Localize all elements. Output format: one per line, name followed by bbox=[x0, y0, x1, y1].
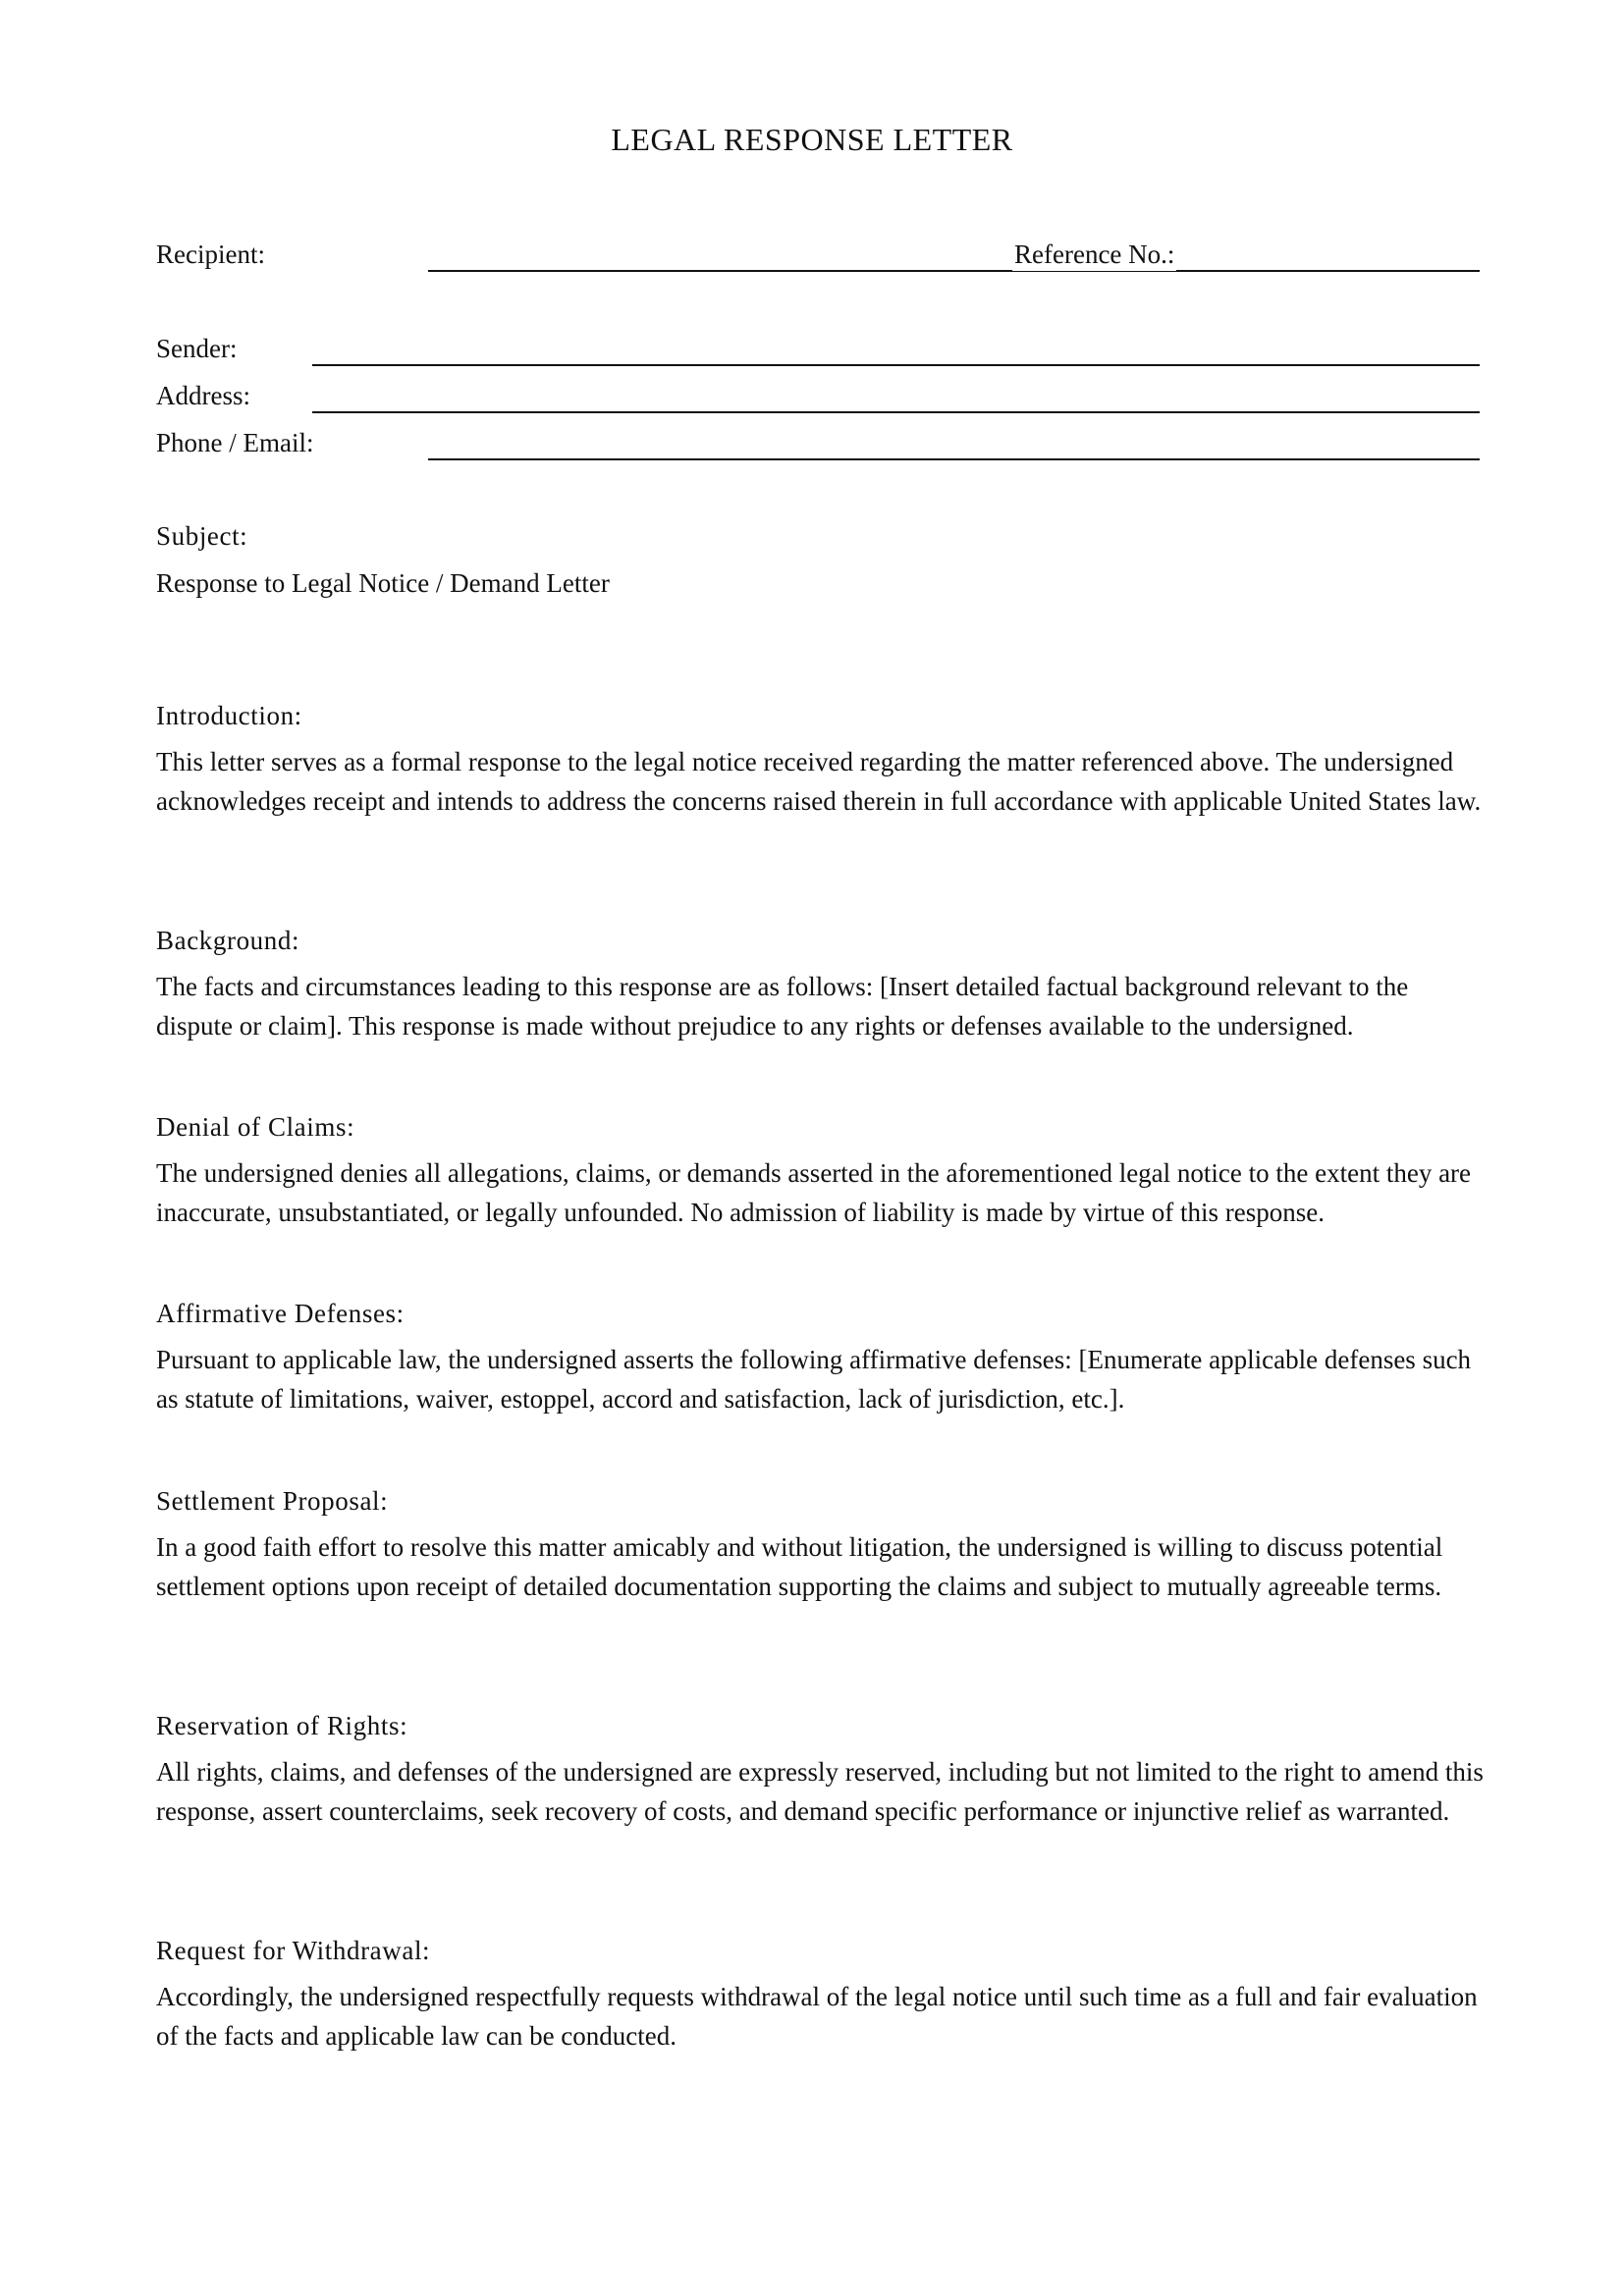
section-heading-introduction: Introduction: bbox=[156, 701, 302, 730]
section-heading-request-for-withdrawal: Request for Withdrawal: bbox=[156, 1936, 431, 1965]
section-body-request-for-withdrawal: Accordingly, the undersigned respectfully requests withdrawal of the legal notice until such time as a full and fair evaluation of the facts and applicable law can be conducted. bbox=[156, 1982, 1478, 2051]
section-body-affirmative-defenses: Pursuant to applicable law, the undersigned asserts the following affirmative defenses: [Enumerate applicable defenses such as statute of limitations, waiver, estoppel, accord and satisfaction, lack of jurisdiction, etc.]. bbox=[156, 1345, 1472, 1414]
section-heading-background: Background: bbox=[156, 926, 300, 955]
subject-heading: Subject: bbox=[156, 521, 248, 551]
recipient-reference-blank-line[interactable] bbox=[428, 270, 1480, 272]
section-heading-affirmative-defenses: Affirmative Defenses: bbox=[156, 1299, 405, 1328]
section-body-introduction: This letter serves as a formal response to the legal notice received regarding the matter referenced above. The undersigned acknowledges receipt and intends to address the concerns raised therein in full accordance with applicable United States law. bbox=[156, 747, 1482, 816]
section-body-reservation-of-rights: All rights, claims, and defenses of the undersigned are expressly reserved, including but not limited to the right to amend this response, assert counterclaims, seek recovery of costs, and demand specific performance or injunctive relief as warranted. bbox=[156, 1757, 1484, 1826]
sender-label: Sender: bbox=[156, 334, 238, 363]
document-title: LEGAL RESPONSE LETTER bbox=[611, 122, 1013, 157]
sender-blank-line[interactable] bbox=[312, 364, 1480, 366]
address-label: Address: bbox=[156, 381, 250, 410]
section-body-background: The facts and circumstances leading to this response are as follows: [Insert detailed factual background relevant to the dispute or claim]. This response is made without prejudice to any rights or defenses available to the undersigned. bbox=[156, 972, 1409, 1041]
contact-label: Phone / Email: bbox=[156, 428, 314, 457]
recipient-label: Recipient: bbox=[156, 240, 265, 269]
section-heading-denial-of-claims: Denial of Claims: bbox=[156, 1112, 355, 1142]
section-heading-settlement-proposal: Settlement Proposal: bbox=[156, 1486, 389, 1516]
section-body-denial-of-claims: The undersigned denies all allegations, claims, or demands asserted in the aforementioned legal notice to the extent they are inaccurate, unsubstantiated, or legally unfounded. No admission of liability is made by virtue of this response. bbox=[156, 1158, 1472, 1227]
section-body-settlement-proposal: In a good faith effort to resolve this matter amicably and without litigation, the undersigned is willing to discuss potential settlement options upon receipt of detailed documentation supporting the claims and subject to mutually agreeable terms. bbox=[156, 1532, 1443, 1601]
subject-text: Response to Legal Notice / Demand Letter bbox=[156, 568, 610, 598]
reference-number-label: Reference No.: bbox=[1014, 240, 1175, 269]
address-blank-line[interactable] bbox=[312, 411, 1480, 413]
contact-blank-line[interactable] bbox=[428, 458, 1480, 460]
section-heading-reservation-of-rights: Reservation of Rights: bbox=[156, 1711, 408, 1740]
